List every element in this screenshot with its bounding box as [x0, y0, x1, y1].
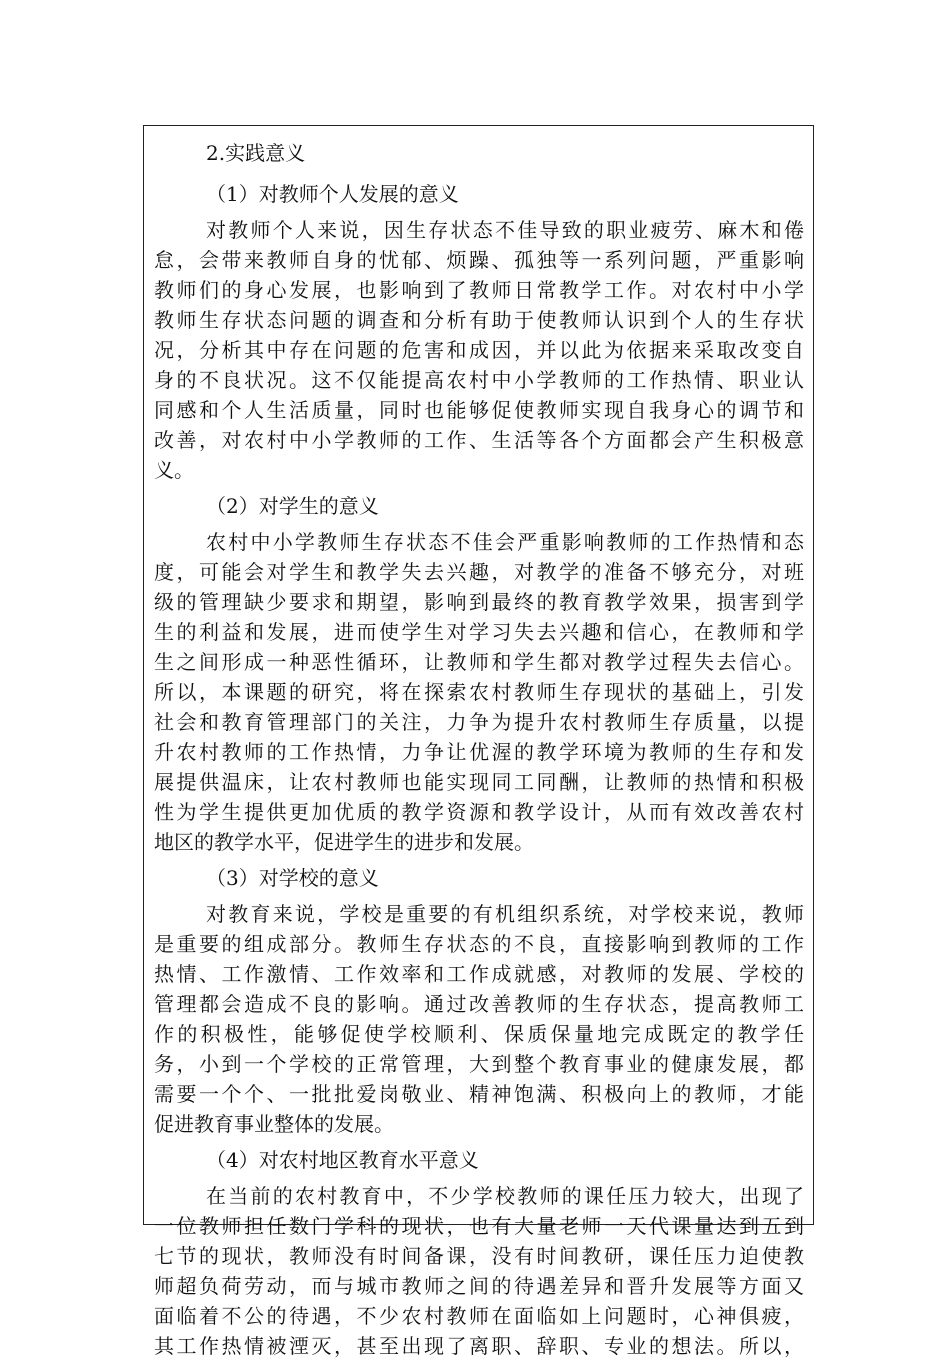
paragraph-line: 教师生存状态问题的调查和分析有助于使教师认识到个人的生存状 — [154, 308, 804, 332]
paragraph-line: 性为学生提供更加优质的教学资源和教学设计，从而有效改善农村 — [154, 800, 804, 824]
section-heading: 2.实践意义 — [206, 141, 306, 165]
document-frame — [143, 125, 814, 1358]
paragraph-line: 地区的教学水平，促进学生的进步和发展。 — [154, 830, 534, 854]
paragraph-line: 其工作热情被湮灭，甚至出现了离职、辞职、专业的想法。所以， — [154, 1334, 804, 1358]
paragraph-line: 况，分析其中存在问题的危害和成因，并以此为依据来采取改变自 — [154, 338, 804, 362]
paragraph-line: 面临着不公的待遇，不少农村教师在面临如上问题时，心神俱疲， — [154, 1304, 804, 1328]
paragraph-line: 农村中小学教师生存状态不佳会严重影响教师的工作热情和态 — [206, 530, 804, 554]
paragraph-line: 对教育来说，学校是重要的有机组织系统，对学校来说，教师 — [206, 902, 804, 926]
paragraph-line: 生的利益和发展，进而使学生对学习失去兴趣和信心，在教师和学 — [154, 620, 804, 644]
paragraph-line: 展提供温床，让农村教师也能实现同工同酬，让教师的热情和积极 — [154, 770, 804, 794]
paragraph-line: 作的积极性，能够促使学校顺利、保质保量地完成既定的教学任 — [154, 1022, 804, 1046]
paragraph-line: 七节的现状，教师没有时间备课，没有时间教研，课任压力迫使教 — [154, 1244, 804, 1268]
paragraph-line: 升农村教师的工作热情，力争让优渥的教学环境为教师的生存和发 — [154, 740, 804, 764]
paragraph-line: 务，小到一个学校的正常管理，大到整个教育事业的健康发展，都 — [154, 1052, 804, 1076]
paragraph-line: 义。 — [154, 458, 194, 482]
paragraph-line: 师超负荷劳动，而与城市教师之间的待遇差异和晋升发展等方面又 — [154, 1274, 804, 1298]
paragraph-line: 对教师个人来说，因生存状态不佳导致的职业疲劳、麻木和倦 — [206, 218, 804, 242]
paragraph-line: 需要一个个、一批批爱岗敬业、精神饱满、积极向上的教师，才能 — [154, 1082, 804, 1106]
paragraph-line: 级的管理缺少要求和期望，影响到最终的教育教学效果，损害到学 — [154, 590, 804, 614]
paragraph-line: 同感和个人生活质量，同时也能够促使教师实现自我身心的调节和 — [154, 398, 804, 422]
paragraph-line: 所以，本课题的研究，将在探索农村教师生存现状的基础上，引发 — [154, 680, 804, 704]
subsections — [154, 179, 804, 1367]
subsection-title: （3）对学校的意义 — [206, 866, 379, 890]
document-body — [154, 138, 804, 1367]
paragraph-line: 热情、工作激情、工作效率和工作成就感，对教师的发展、学校的 — [154, 962, 804, 986]
paragraph-line: 社会和教育管理部门的关注，力争为提升农村教师生存质量，以提 — [154, 710, 804, 734]
subsection-title: （1）对教师个人发展的意义 — [206, 182, 459, 206]
paragraph-line: 在当前的农村教育中，不少学校教师的课任压力较大，出现了 — [206, 1184, 804, 1208]
paragraph-line: 教师们的身心发展，也影响到了教师日常教学工作。对农村中小学 — [154, 278, 804, 302]
paragraph-line: 促进教育事业整体的发展。 — [154, 1112, 394, 1136]
paragraph-line: 是重要的组成部分。教师生存状态的不良，直接影响到教师的工作 — [154, 932, 804, 956]
paragraph-line: 管理都会造成不良的影响。通过改善教师的生存状态，提高教师工 — [154, 992, 804, 1016]
subsection-title: （4）对农村地区教育水平意义 — [206, 1148, 479, 1172]
subsection-title: （2）对学生的意义 — [206, 494, 379, 518]
paragraph-line: 改善，对农村中小学教师的工作、生活等各个方面都会产生积极意 — [154, 428, 804, 452]
paragraph-line: 身的不良状况。这不仅能提高农村中小学教师的工作热情、职业认 — [154, 368, 804, 392]
paragraph-line: 怠，会带来教师自身的忧郁、烦躁、孤独等一系列问题，严重影响 — [154, 248, 804, 272]
paragraph-line: 度，可能会对学生和教学失去兴趣，对教学的准备不够充分，对班 — [154, 560, 804, 584]
paragraph-line: 生之间形成一种恶性循环，让教师和学生都对教学过程失去信心。 — [154, 650, 804, 674]
paragraph-line: 一位教师担任数门学科的现状，也有大量老师一天代课量达到五到 — [154, 1214, 804, 1238]
